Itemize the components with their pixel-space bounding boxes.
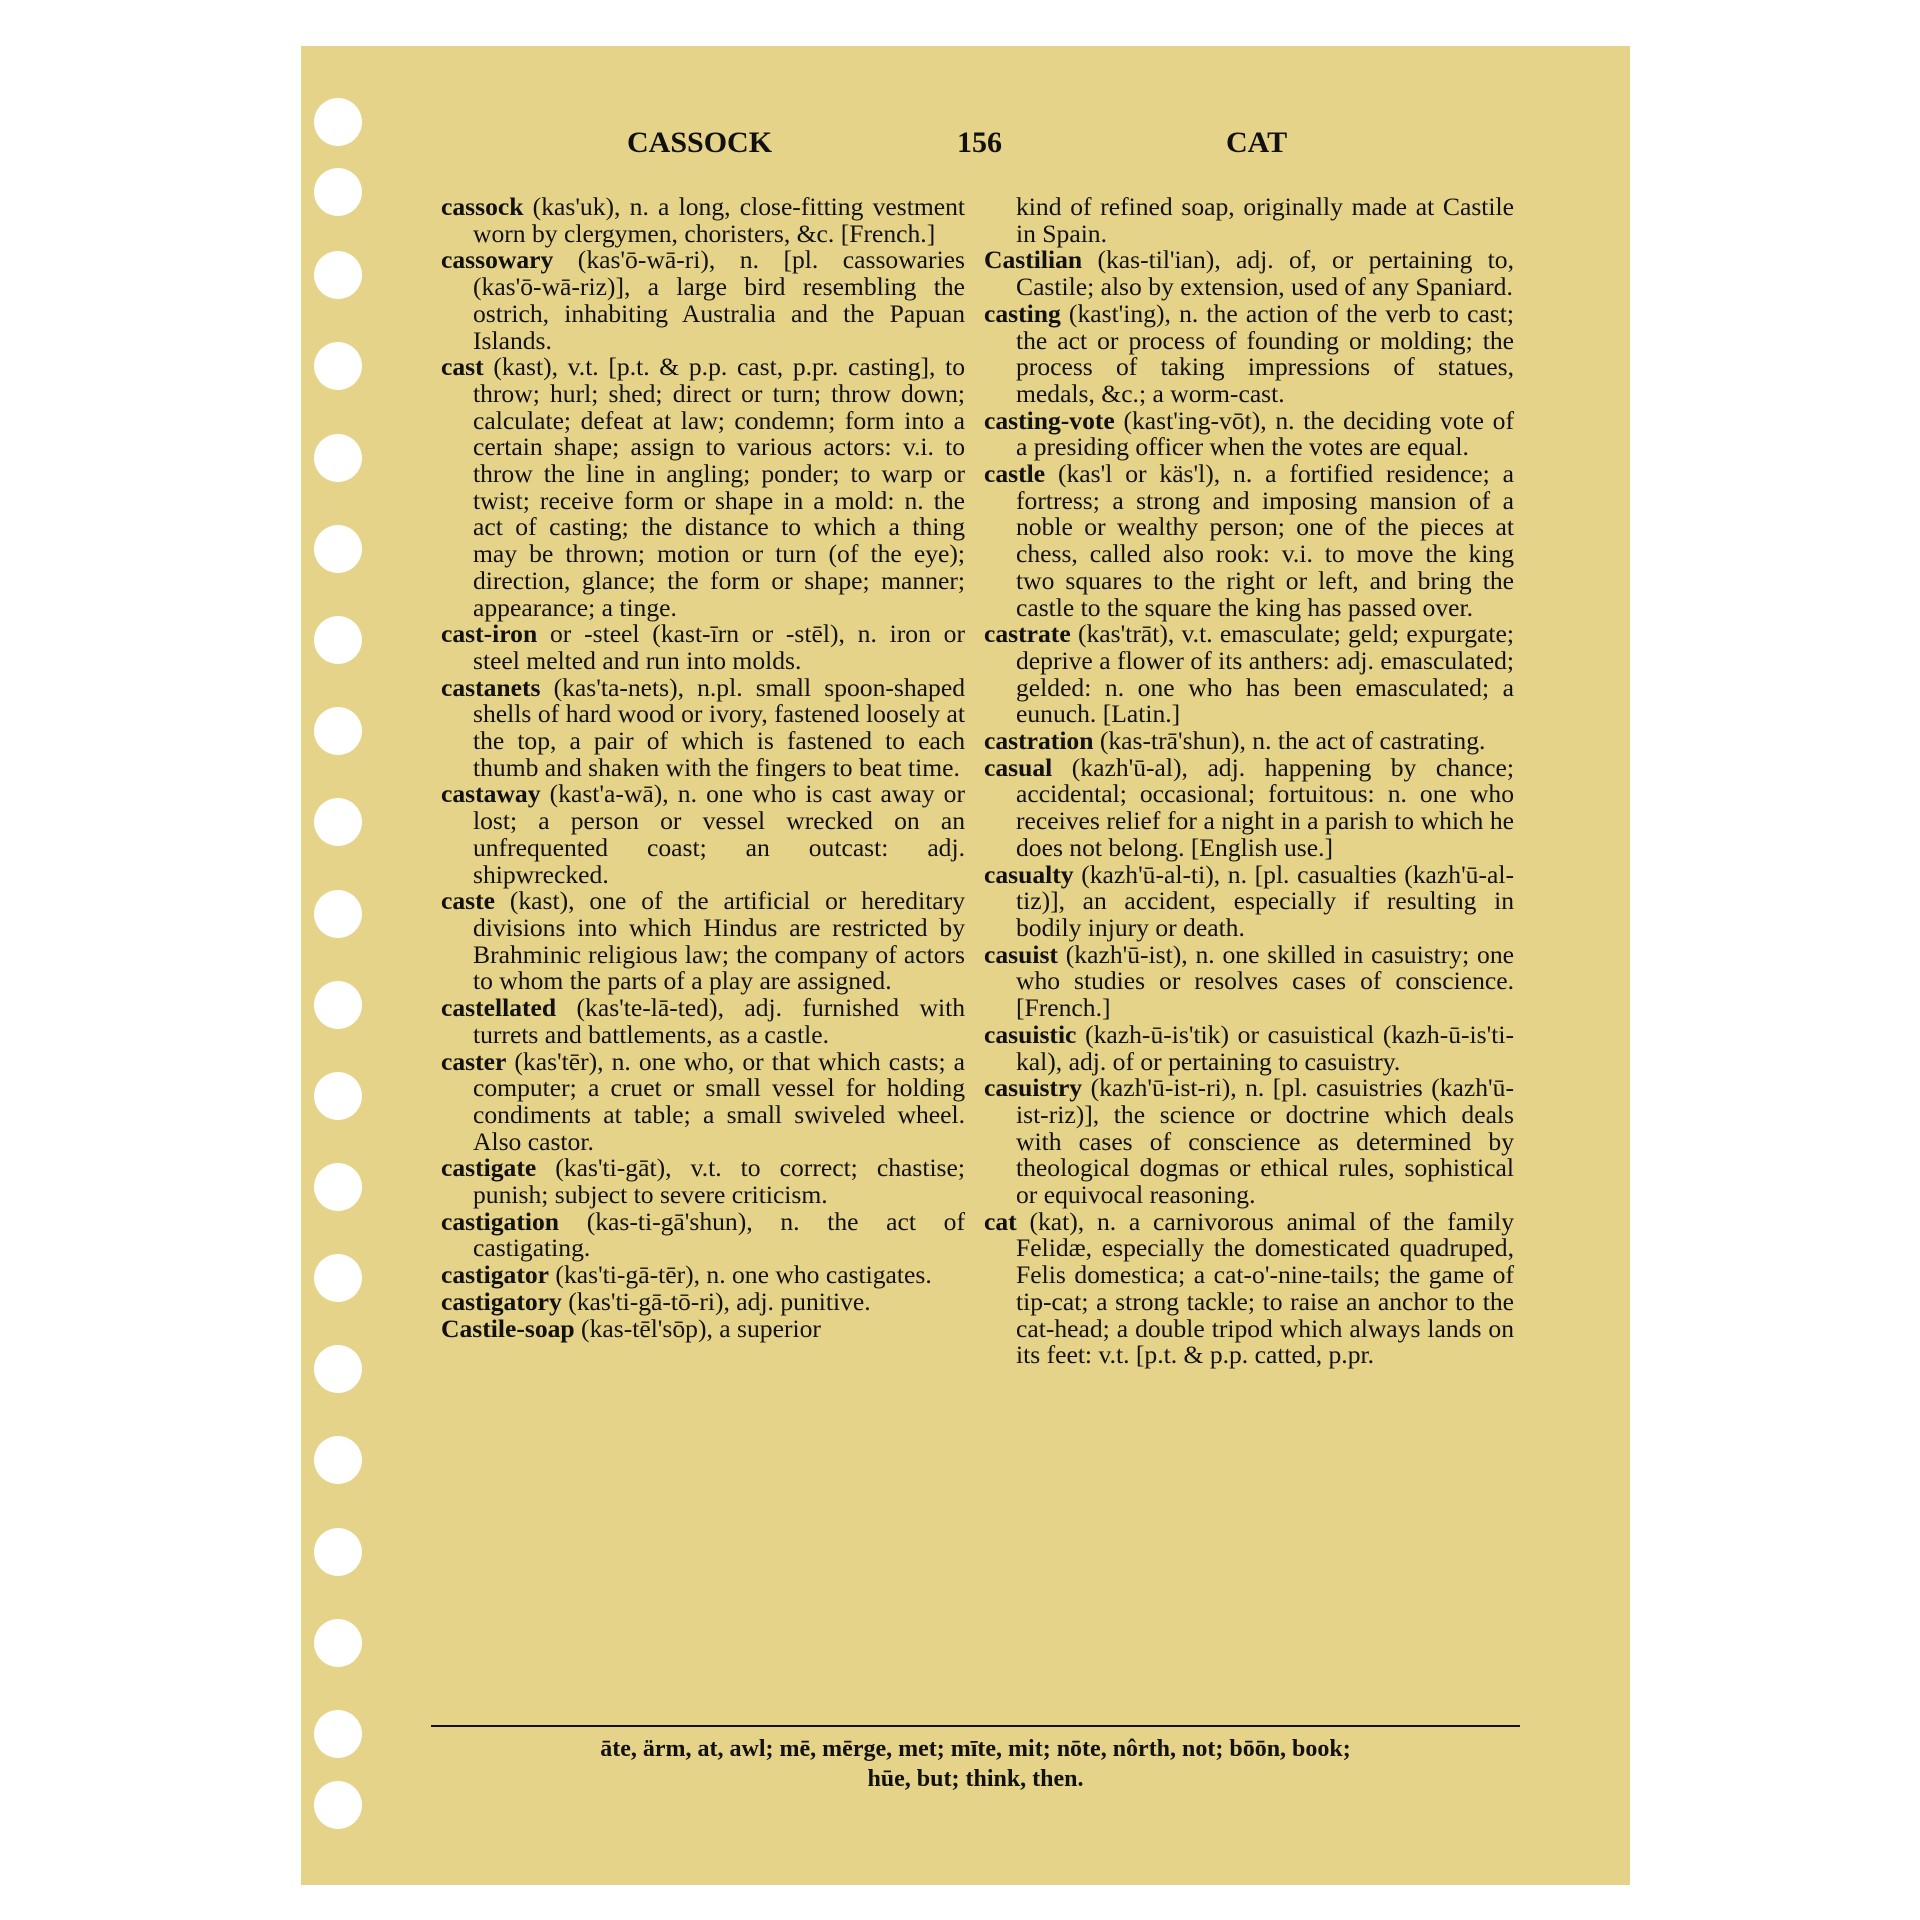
- left-guide-word: CASSOCK: [627, 126, 773, 159]
- dictionary-entry: [984, 194, 1514, 247]
- binder-hole: [314, 798, 362, 846]
- dictionary-entry: [441, 1046, 965, 1156]
- entry-definition: (kas-tēl'sōp), a superior: [574, 1313, 821, 1343]
- binder-hole: [314, 1254, 362, 1302]
- binder-hole: [314, 1619, 362, 1667]
- dictionary-page: [301, 46, 1630, 1885]
- binder-hole: [314, 1781, 362, 1829]
- dictionary-entry: [984, 247, 1514, 300]
- entry-headword: cassowary: [441, 245, 554, 275]
- entry-definition: (kat), n. a carnivorous animal of the family Felidæ, especially the domesticated quadruped, Felis domestica; a cat-o'-nine-tails; the game of tip-cat; a strong tackle; to raise an anchor to the cat-head; a double tripod which always lands on its feet: v.t. [p.t. & p.p. catted, p.pr.: [1016, 1206, 1514, 1370]
- binder-hole: [314, 525, 362, 573]
- entry-headword: casual: [984, 752, 1053, 782]
- entry-definition: (kazh'ū-ist), n. one skilled in casuistry; one who studies or resolves cases of conscience. [French.]: [1016, 939, 1514, 1023]
- pronunciation-key: [431, 1734, 1520, 1794]
- entry-definition: (kas-trā'shun), n. the act of castrating.: [1093, 726, 1486, 756]
- entry-headword: caster: [441, 1046, 507, 1076]
- dictionary-entry: [441, 1262, 965, 1289]
- entry-headword: castigatory: [441, 1286, 562, 1316]
- entry-headword: cast-iron: [441, 619, 538, 649]
- entry-headword: casting-vote: [984, 405, 1115, 435]
- entry-definition: kind of refined soap, originally made at Castile in Spain.: [1016, 192, 1514, 248]
- pronunciation-key-line: hūe, but; think, then.: [867, 1766, 1084, 1792]
- left-column: [441, 194, 965, 1342]
- dictionary-entry: [441, 247, 965, 354]
- entry-headword: castaway: [441, 779, 541, 809]
- entry-headword: cat: [984, 1206, 1017, 1236]
- entry-definition: (kas'uk), n. a long, close-fitting vestment worn by clergymen, choristers, &c. [French.]: [473, 192, 965, 248]
- dictionary-entry: [984, 859, 1514, 942]
- binder-hole: [314, 890, 362, 938]
- binder-hole: [314, 1163, 362, 1211]
- entry-headword: Castilian: [984, 245, 1083, 275]
- dictionary-entry: [984, 461, 1514, 621]
- dictionary-entry: [984, 405, 1514, 462]
- entry-definition: (kas-ti-gā'shun), n. the act of castigating.: [473, 1206, 965, 1263]
- dictionary-entry: [441, 194, 965, 247]
- dictionary-entry: [441, 621, 965, 674]
- binder-hole: [314, 434, 362, 482]
- entry-headword: casting: [984, 298, 1061, 328]
- entry-headword: casuist: [984, 939, 1058, 969]
- binder-hole: [314, 707, 362, 755]
- binder-hole: [314, 1528, 362, 1576]
- entry-headword: castration: [984, 726, 1094, 756]
- binder-hole: [314, 1345, 362, 1393]
- dictionary-entry: [984, 939, 1514, 1023]
- entry-definition: (kas'ti-gā-tēr), n. one who castigates.: [549, 1260, 932, 1290]
- binder-hole: [314, 1710, 362, 1758]
- entry-headword: castanets: [441, 672, 541, 702]
- binder-hole: [314, 1072, 362, 1120]
- entry-definition: (kazh-ū-is'tik) or casuistical (kazh-ū-is'ti-kal), adj. of or pertaining to casuistry.: [1016, 1019, 1514, 1076]
- page-number: 156: [957, 126, 1002, 159]
- entry-definition: (kas'l or käs'l), n. a fortified residence; a fortress; a strong and imposing mansion of a noble or wealthy person; one of the pieces at chess, called also rook: v.i. to move the king two squares to the right or left, and bring the castle to the square the king has passed over.: [1016, 459, 1514, 622]
- entry-headword: casualty: [984, 859, 1074, 889]
- footer-rule: [431, 1725, 1520, 1727]
- entry-headword: castrate: [984, 619, 1071, 649]
- dictionary-entry: [441, 1313, 965, 1343]
- dictionary-entry: [984, 1206, 1514, 1370]
- dictionary-entry: [441, 1155, 965, 1208]
- dictionary-entry: [984, 298, 1514, 408]
- entry-definition: (kazh'ū-al), adj. happening by chance; accidental; occasional; fortuitous: n. one who receives relief for a night in a parish to which he does not belong. [English use.]: [1016, 752, 1514, 862]
- entry-definition: (kas'tēr), n. one who, or that which casts; a computer; a cruet or small vessel for holding condiments at table; a small swiveled wheel. Also castor.: [473, 1046, 965, 1156]
- entry-headword: castigation: [441, 1206, 560, 1236]
- entry-headword: cassock: [441, 192, 524, 221]
- entry-headword: castle: [984, 459, 1046, 489]
- entry-definition: (kas'ti-gāt), v.t. to correct; chastise; punish; subject to severe criticism.: [473, 1153, 965, 1210]
- entry-definition: (kas'ti-gā-tō-ri), adj. punitive.: [561, 1286, 871, 1316]
- entry-definition: (kas'ta-nets), n.pl. small spoon-shaped shells of hard wood or ivory, fastened loosely at the top, a pair of which is fastened to each thumb and shaken with the fingers to beat time.: [473, 672, 965, 782]
- entry-headword: castigate: [441, 1153, 537, 1183]
- entry-definition: (kast), one of the artificial or hereditary divisions into which Hindus are restricted by Brahminic religious law; the company of actors to whom the parts of a play are assigned.: [473, 886, 965, 996]
- dictionary-entry: [984, 1075, 1514, 1209]
- right-guide-word: CAT: [1226, 126, 1288, 159]
- entry-definition: (kas'trāt), v.t. emasculate; geld; expurgate; deprive a flower of its anthers: adj. emasculated; gelded: n. one who has been emasculated; a eunuch. [Latin.]: [1016, 619, 1514, 729]
- entry-definition: (kas'te-lā-ted), adj. furnished with turrets and battlements, as a castle.: [473, 993, 965, 1049]
- dictionary-entry: [441, 672, 965, 782]
- entry-definition: (kast), v.t. [p.t. & p.p. cast, p.pr. casting], to throw; hurl; shed; direct or turn; throw down; calculate; defeat at law; condemn; form into a certain shape; assign to various actors: v.i. to throw the line in angling; ponder; to warp or twist; receive form or shape in a mold: n. the act of casting; the distance to which a thing may be thrown; motion or turn (of the eye); direction, glance; the form or shape; manner; appearance; a tinge.: [473, 352, 965, 622]
- dictionary-entry: [984, 728, 1514, 755]
- binder-hole: [314, 251, 362, 299]
- entry-definition: (kast'a-wā), n. one who is cast away or lost; a person or vessel wrecked on an unfrequented coast; an outcast: adj. shipwrecked.: [473, 779, 965, 889]
- entry-definition: (kazh'ū-ist-ri), n. [pl. casuistries (kazh'ū-ist-riz)], the science or doctrine which deals with cases of conscience as determined by theological dogmas or ethical rules, sophistical or equivocal reasoning.: [1016, 1073, 1514, 1210]
- dictionary-entry: [441, 1286, 965, 1316]
- dictionary-entry: [441, 995, 965, 1048]
- entry-definition: (kas-til'ian), adj. of, or pertaining to, Castile; also by extension, used of any Spaniard.: [1016, 245, 1514, 302]
- binder-hole: [314, 1436, 362, 1484]
- dictionary-entry: [441, 1206, 965, 1263]
- dictionary-entry: [984, 621, 1514, 728]
- page-header: [301, 126, 1630, 176]
- entry-headword: cast: [441, 352, 484, 382]
- entry-definition: or -steel (kast-īrn or -stēl), n. iron or steel melted and run into molds.: [473, 619, 965, 675]
- dictionary-entry: [441, 781, 965, 888]
- right-column: [984, 194, 1514, 1369]
- entry-definition: (kast'ing), n. the action of the verb to cast; the act or process of founding or molding; the process of taking impressions of statues, medals, &c.; a worm-cast.: [1016, 298, 1514, 408]
- entry-definition: (kast'ing-vōt), n. the deciding vote of a presiding officer when the votes are equal.: [1016, 405, 1514, 462]
- binder-hole: [314, 981, 362, 1029]
- dictionary-entry: [441, 354, 965, 621]
- binder-hole: [314, 342, 362, 390]
- entry-headword: Castile-soap: [441, 1313, 575, 1343]
- entry-headword: castellated: [441, 993, 557, 1023]
- dictionary-entry: [984, 752, 1514, 862]
- pronunciation-key-line: āte, ärm, at, awl; mē, mērge, met; mīte, mit; nōte, nôrth, not; bōōn, book;: [600, 1736, 1351, 1762]
- entry-headword: casuistic: [984, 1019, 1077, 1049]
- entry-headword: casuistry: [984, 1073, 1083, 1103]
- binder-hole: [314, 616, 362, 664]
- entry-headword: castigator: [441, 1260, 550, 1290]
- entry-definition: (kas'ō-wā-ri), n. [pl. cassowaries (kas'ō-wā-riz)], a large bird resembling the ostrich, inhabiting Australia and the Papuan Islands.: [473, 245, 965, 355]
- dictionary-entry: [441, 888, 965, 995]
- entry-headword: caste: [441, 886, 495, 916]
- entry-definition: (kazh'ū-al-ti), n. [pl. casualties (kazh'ū-al-tiz)], an accident, especially if resulting in bodily injury or death.: [1016, 859, 1514, 942]
- dictionary-entry: [984, 1019, 1514, 1076]
